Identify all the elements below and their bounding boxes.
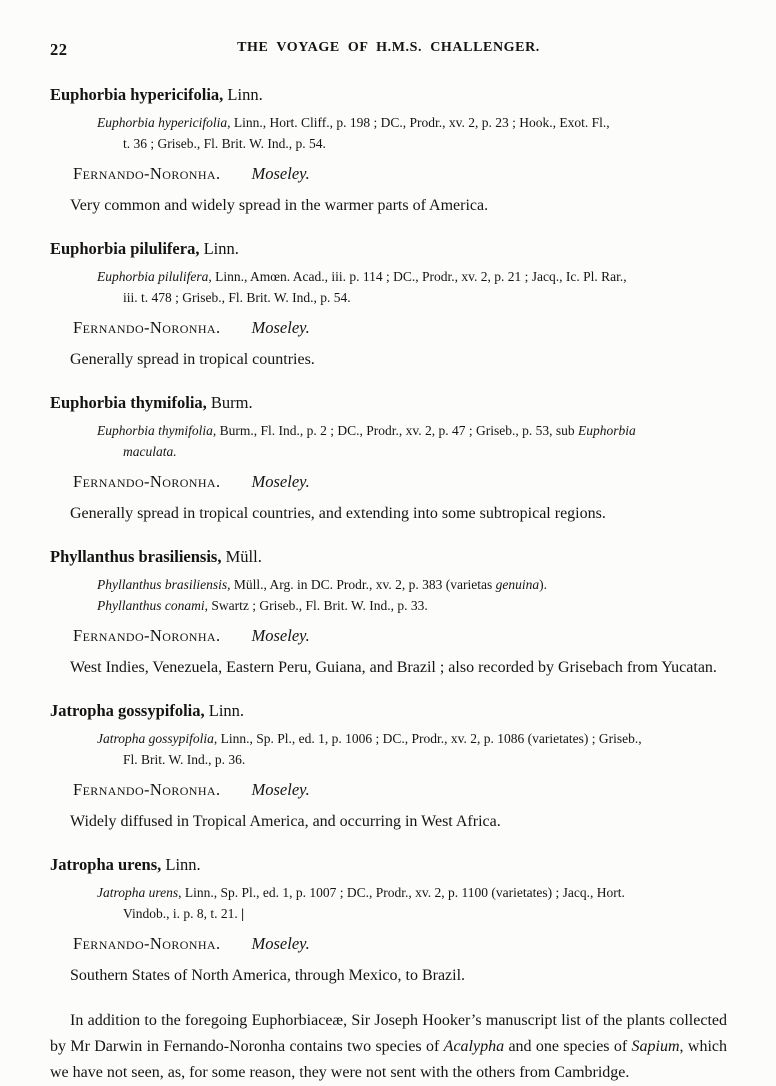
collector-name: Moseley. (251, 626, 310, 645)
locality-line (73, 471, 727, 494)
distribution-note: Generally spread in tropical countries. (70, 351, 315, 368)
citation-line: Euphorbia pilulifera, Linn., Amœn. Acad., iii. p. 114 ; DC., Prodr., xv. 2, p. 21 ; Jacq., Ic. Pl. Rar., (97, 269, 627, 284)
locality-name: Fernando-Noronha. (73, 164, 221, 183)
citation-block (50, 420, 727, 462)
citation-line: Jatropha gossypifolia, Linn., Sp. Pl., ed. 1, p. 1006 ; DC., Prodr., xv. 2, p. 1086 (varietates) ; Griseb., (97, 731, 642, 746)
sections (50, 84, 727, 988)
distribution-note: Widely diffused in Tropical America, and occurring in West Africa. (70, 813, 501, 830)
species-section (50, 546, 727, 680)
citation-line: Fl. Brit. W. Ind., p. 36. (123, 752, 246, 767)
locality-line (73, 779, 727, 802)
distribution-note: Very common and widely spread in the warmer parts of America. (70, 197, 489, 214)
collector-name: Moseley. (251, 780, 310, 799)
citation-line: Euphorbia hypericifolia, Linn., Hort. Cliff., p. 198 ; DC., Prodr., xv. 2, p. 23 ; Hook., Exot. Fl., (97, 115, 610, 130)
citation-line: Euphorbia thymifolia, Burm., Fl. Ind., p. 2 ; DC., Prodr., xv. 2, p. 47 ; Griseb., p. 53, sub Euphorbia (97, 423, 636, 438)
species-section (50, 392, 727, 526)
locality-name: Fernando-Noronha. (73, 780, 221, 799)
distribution-note: West Indies, Venezuela, Eastern Peru, Guiana, and Brazil ; also recorded by Grisebach from Yucatan. (70, 659, 717, 676)
species-heading: Phyllanthus brasiliensis, Müll. (50, 547, 262, 566)
locality-name: Fernando-Noronha. (73, 626, 221, 645)
locality-line (73, 163, 727, 186)
ink-mark: | (241, 906, 245, 921)
citation-block (50, 266, 727, 308)
citation-line: Jatropha urens, Linn., Sp. Pl., ed. 1, p. 1007 ; DC., Prodr., xv. 2, p. 1100 (varietates) ; Jacq., Hort. (97, 885, 625, 900)
collector-name: Moseley. (251, 318, 310, 337)
citation-line: Vindob., i. p. 8, t. 21. | (123, 906, 245, 921)
running-header: THE VOYAGE OF H.M.S. CHALLENGER. (237, 40, 540, 55)
locality-line (73, 933, 727, 956)
distribution-note: Southern States of North America, through Mexico, to Brazil. (70, 967, 466, 984)
species-section (50, 854, 727, 988)
citation-line: Phyllanthus conami, Swartz ; Griseb., Fl. Brit. W. Ind., p. 33. (97, 598, 428, 613)
species-heading: Jatropha gossypifolia, Linn. (50, 701, 245, 720)
species-section (50, 84, 727, 218)
species-heading: Euphorbia pilulifera, Linn. (50, 239, 239, 258)
page-header (50, 40, 727, 60)
citation-block (50, 728, 727, 770)
species-section (50, 700, 727, 834)
collector-name: Moseley. (251, 164, 310, 183)
locality-name: Fernando-Noronha. (73, 318, 221, 337)
locality-line (73, 317, 727, 340)
species-heading: Euphorbia thymifolia, Burm. (50, 393, 253, 412)
citation-block (50, 112, 727, 154)
citation-line: Phyllanthus brasiliensis, Müll., Arg. in DC. Prodr., xv. 2, p. 383 (varietas genuina). (97, 577, 548, 592)
locality-line (73, 625, 727, 648)
collector-name: Moseley. (251, 472, 310, 491)
collector-name: Moseley. (251, 934, 310, 953)
citation-line: maculata. (123, 444, 177, 459)
locality-name: Fernando-Noronha. (73, 472, 221, 491)
distribution-note: Generally spread in tropical countries, and extending into some subtropical regions. (70, 505, 606, 522)
citation-block (50, 882, 727, 924)
citation-block (50, 574, 727, 616)
species-heading: Euphorbia hypericifolia, Linn. (50, 85, 263, 104)
species-section (50, 238, 727, 372)
locality-name: Fernando-Noronha. (73, 934, 221, 953)
page-number: 22 (50, 40, 68, 59)
species-heading: Jatropha urens, Linn. (50, 855, 201, 874)
closing-paragraph: In addition to the foregoing Euphorbiaceæ, Sir Joseph Hooker’s manuscript list of the plants collected by Mr Darwin in Fernando-Noronha contains two species of Acalypha and one species of Sapium, which we have not seen, as, for some reason, they were not sent with the others from Cambridge. (50, 1012, 727, 1081)
citation-line: t. 36 ; Griseb., Fl. Brit. W. Ind., p. 54. (123, 136, 326, 151)
citation-line: iii. t. 478 ; Griseb., Fl. Brit. W. Ind., p. 54. (123, 290, 351, 305)
